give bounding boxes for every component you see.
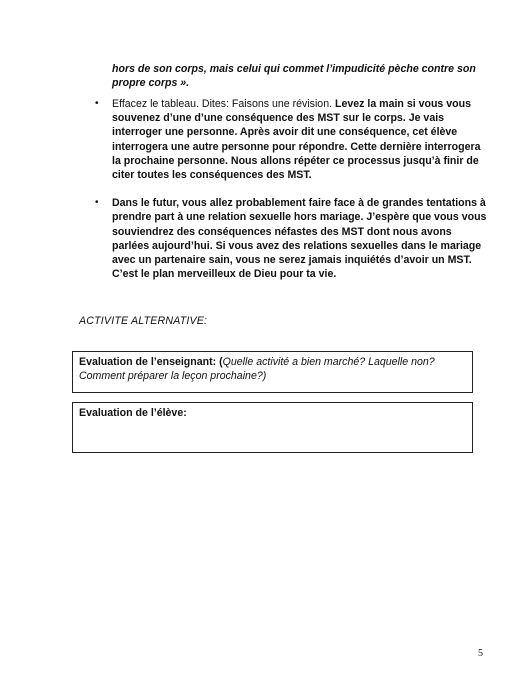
- teacher-evaluation-box[interactable]: [72, 351, 473, 393]
- bullet-icon: •: [95, 197, 99, 209]
- bullet-list: [95, 97, 490, 295]
- alternative-activity-heading: ACTIVITE ALTERNATIVE:: [79, 315, 208, 327]
- student-evaluation-box[interactable]: [72, 402, 473, 453]
- student-evaluation-label: Evaluation de l’élève:: [79, 407, 187, 419]
- bullet-bold-text: Levez la main si vous vous souvenez d’une d’une conséquence des MST sur le corps. Je vais interroger une personne. Après avoir dit une conséquence, cet élève interrogera une autre personne pour répondre. Cette dernière interrogera la prochaine personne. Nous allons répéter ce processus jusqu’à finir de citer toutes les conséquences des MST.: [112, 98, 481, 182]
- list-item: [95, 196, 490, 281]
- bullet-icon: •: [95, 98, 99, 109]
- page-number: 5: [478, 648, 483, 659]
- intro-paragraph: hors de son corps, mais celui qui commet l’impudicité pèche contre son propre corps ».: [112, 63, 476, 90]
- teacher-evaluation-label: Evaluation de l’enseignant: (: [79, 356, 223, 368]
- list-item: [95, 97, 490, 182]
- teacher-evaluation-note: Quelle activité a bien marché? Laquelle non? Comment préparer la leçon prochaine?): [79, 356, 435, 382]
- bullet-plain-text: Effacez le tableau. Dites: Faisons une révision.: [112, 98, 335, 110]
- bullet-bold-text: Dans le futur, vous allez probablement faire face à de grandes tentations à prendre part à une relation sexuelle hors mariage. J’espère que vous vous souviendrez des conséquences néfastes des MST dont nous avons parlées aujourd’hui. Si vous avez des relations sexuelles dans le mariage avec un partenaire sain, vous ne serez jamais inquiétés d’avoir un MST. C’est le plan merveilleux de Dieu pour ta vie.: [112, 197, 487, 281]
